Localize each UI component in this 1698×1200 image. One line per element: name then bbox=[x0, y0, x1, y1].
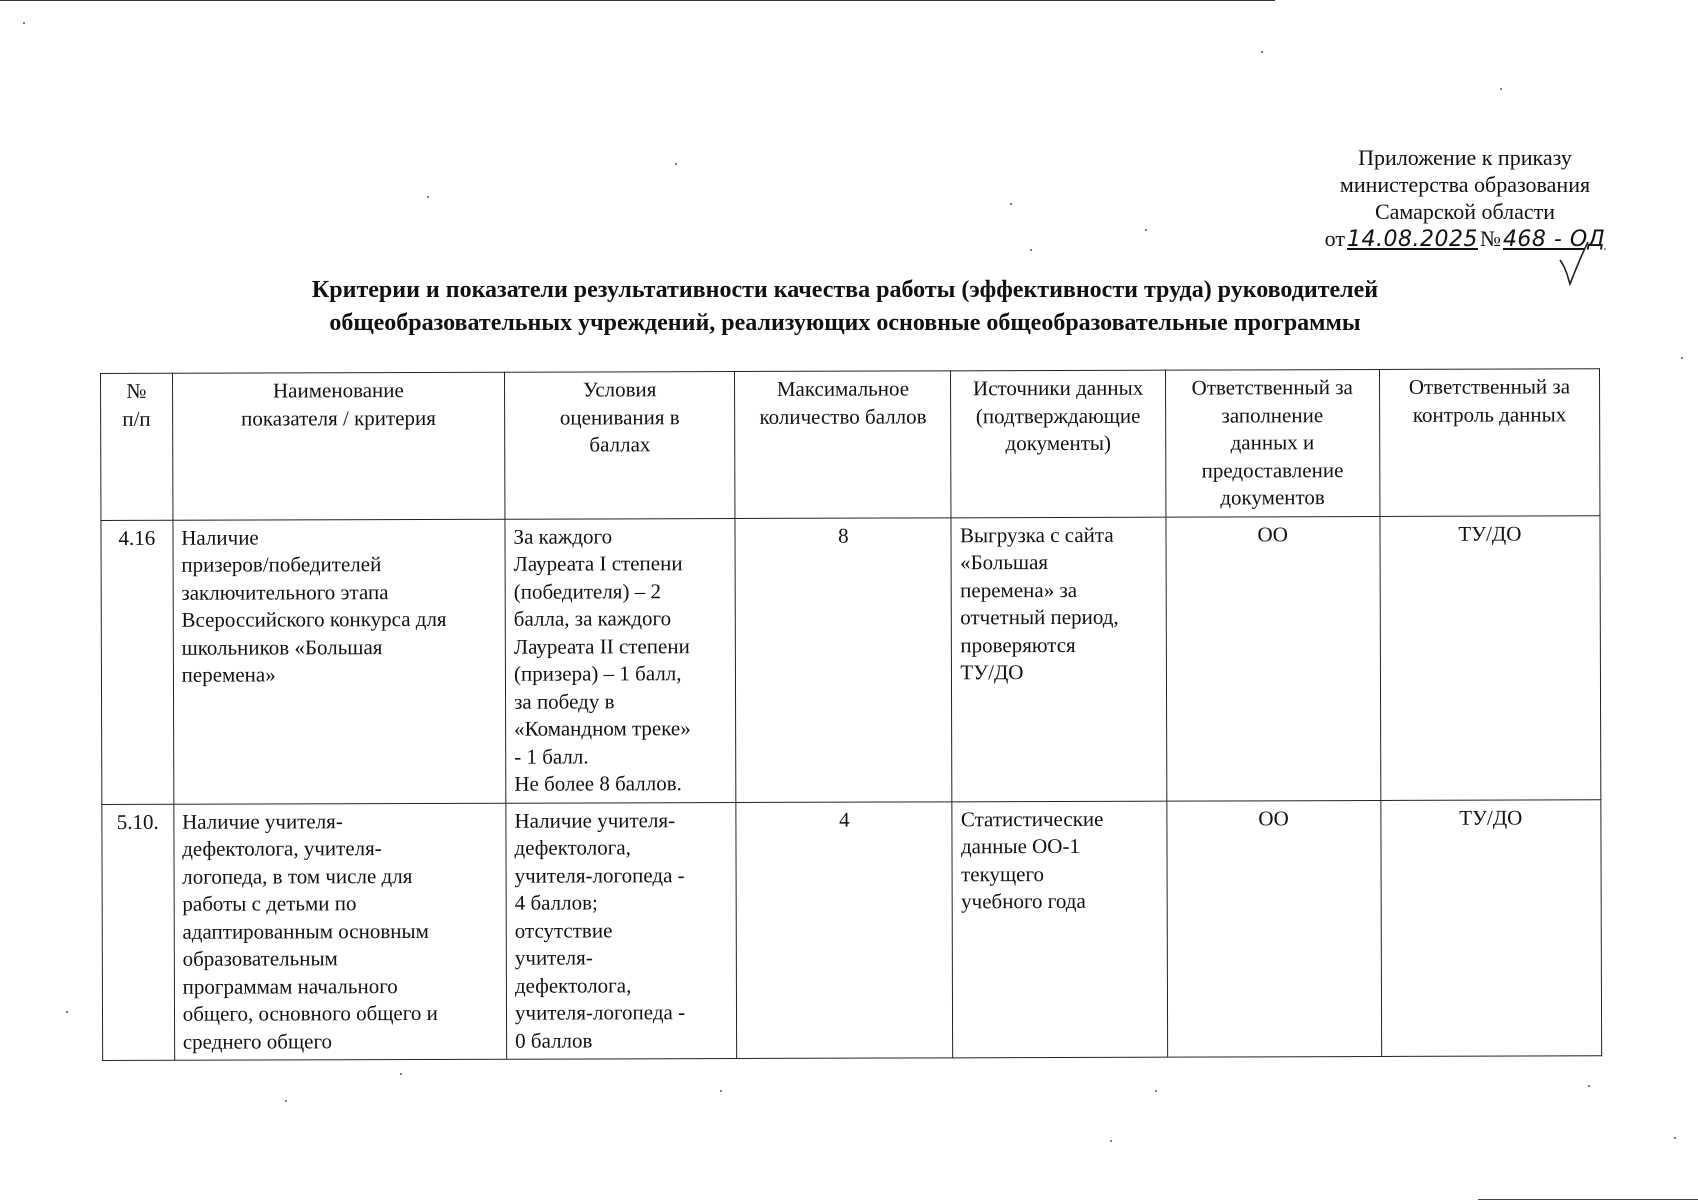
scan-speck bbox=[427, 196, 429, 198]
scan-edge-top bbox=[0, 0, 1275, 1]
order-date: 14.08.2025 bbox=[1346, 227, 1478, 252]
criteria-table bbox=[100, 368, 1602, 1061]
scan-speck bbox=[675, 163, 677, 165]
scan-speck bbox=[720, 1090, 722, 1092]
table-row bbox=[101, 515, 1601, 804]
order-number: 468 - ОД bbox=[1502, 227, 1606, 252]
scan-speck bbox=[285, 1100, 287, 1102]
row-data-sources: Статистические данные ОО-1 текущего учебного года bbox=[952, 801, 1167, 1058]
header-max-points: Максимальное количество баллов bbox=[735, 371, 952, 518]
table-row bbox=[102, 799, 1602, 1060]
approval-line-3: Самарской области bbox=[1374, 199, 1556, 224]
header-scoring-conditions: Условия оценивания в баллах bbox=[505, 372, 736, 519]
row-indicator-name: Наличие призеров/победителей заключительного этапа Всероссийского конкурса для школьников «Большая перемена» bbox=[173, 519, 506, 804]
order-from-prefix: от bbox=[1324, 226, 1345, 251]
row-indicator-name: Наличие учителя- дефектолога, учителя- логопеда, в том числе для работы с детьми по адаптированным основным образовательным программам начального общего, основного общего и среднего общего bbox=[174, 803, 507, 1061]
table-header-row bbox=[101, 369, 1600, 520]
row-scoring-conditions: За каждого Лауреата I степени (победителя) – 2 балла, за каждого Лауреата II степени (призера) – 1 балл, за победу в «Командном треке» - 1 балл. Не более 8 баллов. bbox=[505, 518, 736, 803]
scan-speck bbox=[1674, 1137, 1676, 1139]
header-responsible-control: Ответственный за контроль данных bbox=[1379, 369, 1600, 516]
scan-speck bbox=[1145, 229, 1147, 231]
header-indicator-name: Наименование показателя / критерия bbox=[172, 372, 505, 520]
header-data-sources: Источники данных (подтверждающие документы) bbox=[951, 370, 1166, 517]
row-max-points: 8 bbox=[735, 517, 952, 802]
scan-speck bbox=[23, 22, 25, 24]
approval-block bbox=[1300, 144, 1630, 253]
approval-line-1: Приложение к приказу bbox=[1358, 145, 1572, 170]
scan-speck bbox=[66, 1011, 68, 1013]
row-max-points: 4 bbox=[736, 801, 953, 1058]
approval-line-2: министерства образования bbox=[1339, 172, 1591, 197]
row-responsible-control: ТУ/ДО bbox=[1381, 799, 1602, 1056]
scan-speck bbox=[1030, 249, 1032, 251]
order-number-sign: № bbox=[1479, 226, 1501, 251]
scan-speck bbox=[1110, 1140, 1112, 1142]
row-number: 4.16 bbox=[101, 520, 174, 804]
scan-speck bbox=[1681, 357, 1683, 359]
document-title-line-1: Критерии и показатели результативности качества работы (эффективности труда) руководителей bbox=[311, 277, 1379, 303]
row-data-sources: Выгрузка с сайта «Большая перемена» за отчетный период, проверяются ТУ/ДО bbox=[951, 517, 1166, 802]
header-responsible-filling: Ответственный за заполнение данных и предоставление документов bbox=[1165, 369, 1380, 516]
document-title-line-2: общеобразовательных учреждений, реализующих основные общеобразовательные программы bbox=[329, 310, 1361, 336]
row-scoring-conditions: Наличие учителя- дефектолога, учителя-логопеда - 4 баллов; отсутствие учителя- дефектолога, учителя-логопеда - 0 баллов bbox=[506, 802, 737, 1059]
scan-speck bbox=[1155, 1090, 1157, 1092]
scan-speck bbox=[1261, 51, 1263, 53]
scan-speck bbox=[1010, 203, 1012, 205]
row-responsible-control: ТУ/ДО bbox=[1380, 515, 1601, 800]
scan-speck bbox=[1500, 88, 1502, 90]
row-responsible-filling: ОО bbox=[1166, 800, 1381, 1057]
scan-speck bbox=[1588, 1085, 1590, 1087]
scan-speck bbox=[400, 1073, 402, 1075]
document-title bbox=[120, 274, 1570, 340]
row-responsible-filling: ОО bbox=[1166, 516, 1381, 801]
row-number: 5.10. bbox=[102, 804, 175, 1061]
header-number: № п/п bbox=[101, 373, 173, 520]
